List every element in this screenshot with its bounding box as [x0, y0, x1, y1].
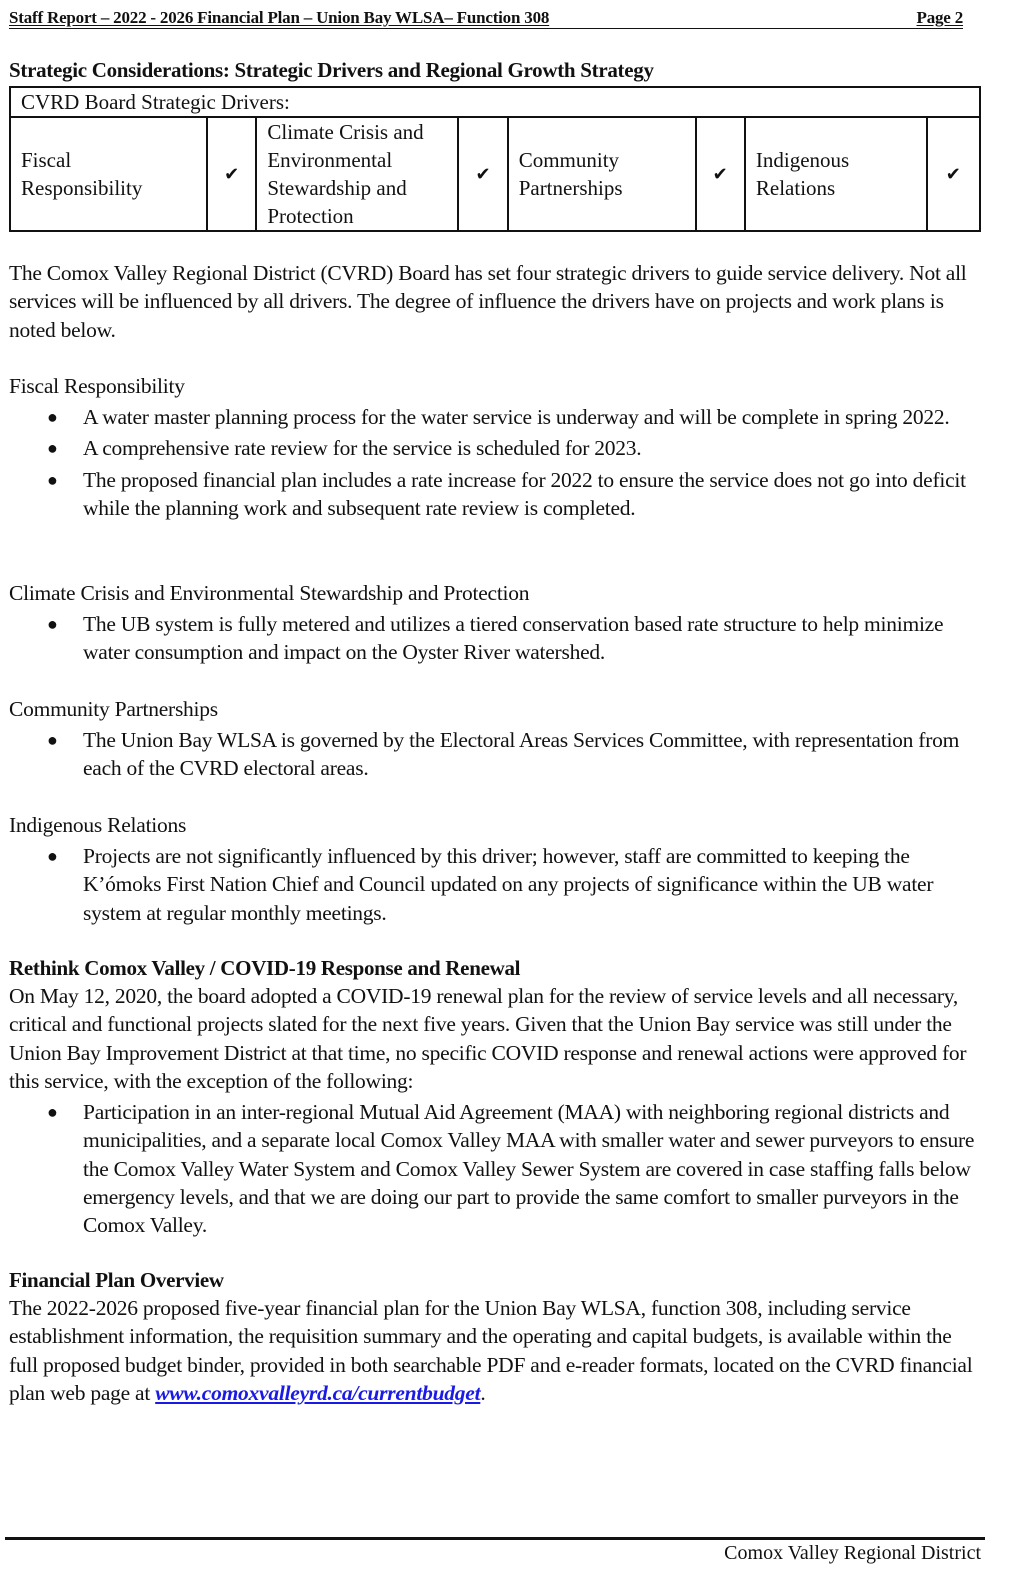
bullet-icon: ● — [47, 438, 58, 459]
check-icon: ✔ — [696, 117, 745, 231]
list-item: ● The Union Bay WLSA is governed by the Electoral Areas Services Committee, with representation from each of the CVRD electoral areas. — [47, 728, 960, 781]
list-item: ● Participation in an inter-regional Mutual Aid Agreement (MAA) with neighboring regional districts and municipalities, and a separate local Comox Valley MAA with smaller water and sewer purveyors to ensure the Comox Valley Water System and Comox Valley Sewer System are covered in case staffing falls below emergency levels, and that we are doing our part to provide the same comfort to smaller purveyors in the Comox Valley. — [47, 1100, 975, 1238]
bullet-icon: ● — [47, 614, 58, 634]
list-item: ● A comprehensive rate review for the service is scheduled for 2023. — [9, 434, 984, 462]
check-icon: ✔ — [207, 117, 256, 231]
list-item: ● Projects are not significantly influenced by this driver; however, staff are committed to keeping the K’ómoks First Nation Chief and Council updated on any projects of significance within the UB water system at regular monthly meetings. — [47, 844, 934, 925]
climate-bullets — [9, 610, 984, 670]
driver-cell-indigenous: Indigenous Relations — [745, 117, 927, 231]
bullet-icon: ● — [47, 407, 58, 427]
page-header — [9, 8, 963, 29]
bullet-icon: ● — [47, 469, 58, 490]
current-budget-link[interactable]: www.comoxvalleyrd.ca/currentbudget — [155, 1380, 481, 1405]
indigenous-bullets — [9, 842, 984, 930]
list-item: ● The proposed financial plan includes a rate increase for 2022 to ensure the service does not go into deficit while the planning work and subsequent rate review is completed. — [47, 467, 966, 520]
rethink-heading: Rethink Comox Valley / COVID-19 Response and Renewal — [9, 956, 521, 980]
check-icon: ✔ — [927, 117, 980, 231]
footer-organization: Comox Valley Regional District — [724, 1542, 981, 1564]
driver-cell-climate: Climate Crisis and Environmental Stewardship and Protection — [256, 117, 458, 231]
driver-cell-community: Community Partnerships — [508, 117, 696, 231]
strategic-heading: Strategic Considerations: Strategic Drivers and Regional Growth Strategy — [9, 58, 654, 82]
fiscal-bullets — [9, 403, 984, 525]
bullet-icon: ● — [47, 730, 58, 750]
drivers-table-caption: CVRD Board Strategic Drivers: — [10, 87, 980, 117]
rethink-bullets — [9, 1098, 984, 1242]
footer-divider — [5, 1537, 985, 1540]
driver-cell-fiscal: Fiscal Responsibility — [10, 117, 207, 231]
list-item: ● A water master planning process for the water service is underway and will be complete in spring 2022. — [9, 403, 984, 431]
strategic-drivers-table — [9, 86, 981, 232]
bullet-icon: ● — [47, 846, 58, 866]
bullet-icon: ● — [47, 1102, 58, 1122]
report-title: Staff Report – 2022 - 2026 Financial Plan – Union Bay WLSA– Function 308 — [9, 8, 550, 27]
driver-heading-fiscal: Fiscal Responsibility — [9, 374, 185, 398]
check-icon: ✔ — [458, 117, 507, 231]
driver-heading-climate: Climate Crisis and Environmental Stewardship and Protection — [9, 581, 530, 605]
page-number: Page 2 — [916, 8, 963, 27]
community-bullets — [9, 726, 984, 786]
overview-heading: Financial Plan Overview — [9, 1268, 224, 1292]
driver-heading-community: Community Partnerships — [9, 697, 218, 721]
rethink-body: On May 12, 2020, the board adopted a COVID-19 renewal plan for the review of service levels and all necessary, critical and functional projects slated for the next five years. Given that the Union Bay service was still under the Union Bay Improvement District at that time, no specific COVID response and renewal actions were approved for this service, with the exception of the following: — [9, 984, 967, 1093]
strategic-intro: The Comox Valley Regional District (CVRD) Board has set four strategic drivers to guide service delivery. Not all services will be influenced by all drivers. The degree of influence the drivers have on projects and work plans is noted below. — [9, 261, 967, 342]
list-item: ● The UB system is fully metered and utilizes a tiered conservation based rate structure to help minimize water consumption and impact on the Oyster River watershed. — [47, 612, 944, 665]
overview-body: The 2022-2026 proposed five-year financial plan for the Union Bay WLSA, function 308, including service establishment information, the requisition summary and the operating and capital budgets, is available within the full proposed budget binder, provided in both searchable PDF and e-reader formats, located on the CVRD financial plan web page at www.comoxvalleyrd.ca/currentbudget. — [9, 1296, 973, 1405]
driver-heading-indigenous: Indigenous Relations — [9, 813, 187, 837]
